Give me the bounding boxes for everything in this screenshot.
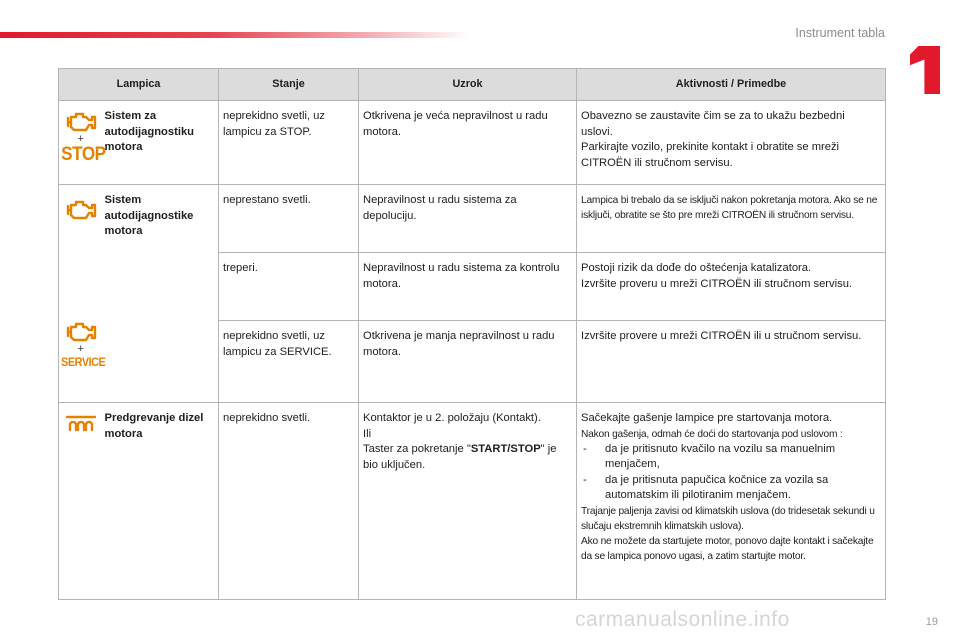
table-row bbox=[59, 101, 886, 185]
list-item: - da je pritisnuto kvačilo na vozilu sa manuelnim menjačem, bbox=[581, 442, 879, 473]
column-header-aktivnosti: Aktivnosti / Primedbe bbox=[577, 69, 886, 101]
watermark: carmanualsonline.info bbox=[575, 608, 790, 631]
table-row bbox=[59, 185, 886, 253]
lamp-icon-cell bbox=[59, 101, 106, 185]
action-outro: Trajanje paljenja zavisi od klimatskih uslova (do tridesetak sekundi u slučaju ekstremnih klimatskih uslova). Ako ne možete da startujete motor, ponovo dajte kontakt i sačekajte da se lampica ponovo ugasi, a zatim startujte motor. bbox=[581, 505, 875, 562]
lamp-action bbox=[577, 403, 886, 600]
list-item: - da je pritisnuta papučica kočnice za vozila sa automatskim ili pilotiranim menjačem. bbox=[581, 473, 879, 504]
lamp-icon-cell bbox=[59, 185, 106, 403]
plus-sign: + bbox=[77, 343, 84, 355]
page-number: 19 bbox=[925, 616, 938, 628]
chapter-number bbox=[910, 46, 940, 94]
section-title: Instrument tabla bbox=[795, 26, 885, 40]
lamp-cause: Otkrivena je manja nepravilnost u radu motora. bbox=[359, 321, 577, 403]
column-header-stanje: Stanje bbox=[219, 69, 359, 101]
table-header-row bbox=[59, 69, 886, 101]
engine-warning-icon bbox=[65, 111, 97, 133]
cause-line: Taster za pokretanje "START/STOP" je bio uključen. bbox=[363, 443, 557, 471]
lamp-cause: Nepravilnost u radu sistema za depoluciju. bbox=[359, 185, 577, 253]
engine-warning-icon bbox=[65, 199, 97, 221]
action-intro: Sačekajte gašenje lampice pre startovanja motora. bbox=[581, 412, 833, 424]
lamp-action: Izvršite provere u mreži CITROËN ili u stručnom servisu. bbox=[577, 321, 886, 403]
lamp-cause: Nepravilnost u radu sistema za kontrolu motora. bbox=[359, 253, 577, 321]
lamp-icon-cell bbox=[59, 403, 103, 600]
lamp-state: neprekidno svetli, uz lampicu za SERVICE. bbox=[219, 321, 359, 403]
action-note: Nakon gašenja, odmah će doći do startovanja pod uslovom : bbox=[581, 428, 843, 440]
column-header-uzrok: Uzrok bbox=[359, 69, 577, 101]
lamp-action: Lampica bi trebalo da se isključi nakon pokretanja motora. Ako se ne isključi, obratite se što pre mreži CITROËN ili stručnom servisu. bbox=[577, 185, 886, 253]
engine-warning-icon bbox=[65, 321, 97, 343]
lamp-action: Postoji rizik da dođe do oštećenja katalizatora. Izvršite proveru u mreži CITROËN ili stručnom servisu. bbox=[577, 253, 886, 321]
lamp-cause: Otkrivena je veća nepravilnost u radu motora. bbox=[359, 101, 577, 185]
lamp-name: Predgrevanje dizel motora bbox=[103, 403, 219, 600]
column-header-lampica: Lampica bbox=[59, 69, 219, 101]
service-label-icon: SERVICE bbox=[61, 355, 106, 369]
lamp-name: Sistem autodijagnostike motora bbox=[103, 185, 219, 403]
glow-plug-icon bbox=[65, 413, 97, 433]
lamp-state: neprestano svetli. bbox=[219, 185, 359, 253]
lamp-state: treperi. bbox=[219, 253, 359, 321]
plus-sign: + bbox=[77, 133, 84, 145]
action-list bbox=[581, 442, 879, 504]
lamp-name: Sistem za autodijagnostiku motora bbox=[103, 101, 219, 185]
cause-line: Kontaktor je u 2. položaju (Kontakt). bbox=[363, 412, 541, 424]
lamp-cause bbox=[359, 403, 577, 600]
header-accent-bar bbox=[0, 32, 470, 38]
stop-label-icon: STOP bbox=[61, 144, 106, 165]
table-row bbox=[59, 403, 886, 600]
lamp-action: Obavezno se zaustavite čim se za to ukažu bezbedni uslovi. Parkirajte vozilo, prekinite kontakt i obratite se mreži CITROËN ili stručnom servisu. bbox=[577, 101, 886, 185]
cause-line: Ili bbox=[363, 427, 372, 440]
warning-lamp-table bbox=[58, 68, 886, 600]
lamp-state: neprekidno svetli, uz lampicu za STOP. bbox=[219, 101, 359, 185]
lamp-state: neprekidno svetli. bbox=[219, 403, 359, 600]
